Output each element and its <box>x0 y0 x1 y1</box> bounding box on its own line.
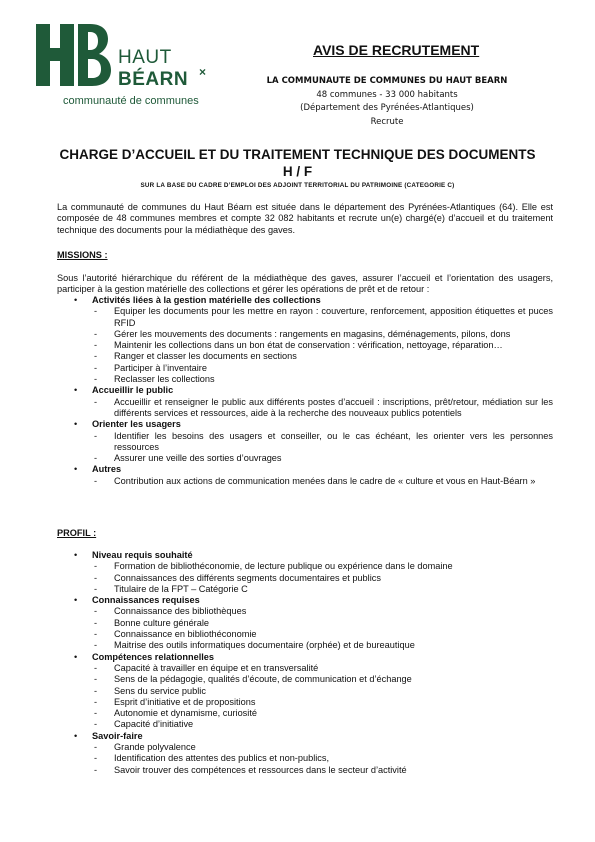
list-item <box>57 431 553 454</box>
list-item-text: Connaissance des bibliothèques <box>114 606 247 617</box>
dash-marker: - <box>94 696 98 707</box>
job-title: CHARGE D’ACCUEIL ET DU TRAITEMENT TECHNIQUE DES DOCUMENTS <box>59 147 536 162</box>
profil-list <box>57 550 553 776</box>
category-2 <box>57 419 553 430</box>
missions-list <box>57 295 553 487</box>
dash-marker: - <box>94 572 98 583</box>
list-item-text: Grande polyvalence <box>114 742 196 753</box>
logo-mark-icon <box>36 24 112 86</box>
dash-marker: - <box>94 561 98 572</box>
list-item <box>57 719 553 730</box>
list-item <box>57 561 553 572</box>
list-item <box>57 606 553 617</box>
job-gender: H / F <box>282 164 313 179</box>
dash-marker: - <box>94 430 98 441</box>
list-item <box>57 476 553 487</box>
list-item <box>57 453 553 464</box>
list-item-text: Savoir trouver des compétences et ressources dans le secteur d’activité <box>114 764 407 775</box>
category-2 <box>57 652 553 663</box>
list-item-text: Contribution aux actions de communication menées dans le cadre de « culture et vous en Haut-Béarn » <box>114 475 536 486</box>
missions-paragraph: Sous l’autorité hiérarchique du référent de la médiathèque des gaves, assurer l’accueil et l’orientation des usagers, participer à la gestion matérielle des collections et gérer les opérations de prêt et de retour : <box>57 273 553 295</box>
list-item-text: Connaissances des différents segments documentaires et publics <box>114 572 381 583</box>
dash-marker: - <box>94 374 98 385</box>
bullet-icon: • <box>74 550 78 560</box>
dash-marker: - <box>94 606 98 617</box>
dash-marker: - <box>94 764 98 775</box>
list-item-text: Capacité à travailler en équipe et en transversalité <box>114 662 319 673</box>
list-item <box>57 584 553 595</box>
dash-marker: - <box>94 662 98 673</box>
dash-marker: - <box>94 674 98 685</box>
list-item-text: Capacité d’initiative <box>114 719 194 730</box>
list-item-text: Ranger et classer les documents en sections <box>114 351 297 362</box>
dash-marker: - <box>94 753 98 764</box>
category-0 <box>57 295 553 306</box>
org-name: LA COMMUNAUTE DE COMMUNES DU HAUT BEARN <box>266 76 508 86</box>
list-item <box>57 708 553 719</box>
dash-marker: - <box>94 708 98 719</box>
category-label: Connaissances requises <box>92 595 200 606</box>
dash-marker: - <box>94 742 98 753</box>
dash-marker: - <box>94 719 98 730</box>
list-item-text: Assurer une veille des sorties d’ouvrages <box>114 453 282 464</box>
category-label: Orienter les usagers <box>92 419 181 430</box>
list-item-text: Connaissance en bibliothéconomie <box>114 629 257 640</box>
org-department: (Département des Pyrénées-Atlantiques) <box>300 103 474 113</box>
bullet-icon: • <box>74 651 78 662</box>
dash-marker: - <box>94 396 98 407</box>
list-item-text: Identifier les besoins des usagers et conseiller, ou le cas échéant, les orienter vers les personnes ressources <box>114 430 553 452</box>
category-label: Niveau requis souhaité <box>92 550 193 560</box>
bullet-icon: • <box>74 419 78 430</box>
list-item-text: Sens de la pédagogie, qualités d’écoute, de communication et d’échange <box>114 674 412 685</box>
list-item-text: Sens du service public <box>114 685 206 696</box>
dash-marker: - <box>94 685 98 696</box>
avis-heading: AVIS DE RECRUTEMENT <box>313 42 480 58</box>
category-label: Autres <box>92 464 122 475</box>
dash-marker: - <box>94 362 98 373</box>
dash-marker: - <box>94 306 98 317</box>
profil-heading: PROFIL : <box>57 528 97 538</box>
list-item <box>57 363 553 374</box>
category-1 <box>57 385 553 396</box>
list-item-text: Maitrise des outils informatiques documentaire (orphée) et de bureautique <box>114 640 415 651</box>
list-item-text: Identification des attentes des publics et non-publics, <box>114 753 330 764</box>
category-label: Activités liées à la gestion matérielle des collections <box>92 295 321 305</box>
dash-marker: - <box>94 453 98 464</box>
list-item <box>57 573 553 584</box>
list-item-text: Formation de bibliothéconomie, de lecture publique ou expérience dans le domaine <box>114 561 453 572</box>
missions-heading: MISSIONS : <box>57 250 108 260</box>
dash-marker: - <box>94 328 98 339</box>
intro-paragraph: La communauté de communes du Haut Béarn est située dans le département des Pyrénées-Atlantiques (64). Elle est composée de 48 communes membres et compte 32 082 habitants et recrute un(e) chargé(e) d’accueil et du traitement technique des documents pour la médiathèque des gaves. <box>57 202 553 235</box>
job-framework: SUR LA BASE DU CADRE D’EMPLOI DES ADJOINT TERRITORIAL DU PATRIMOINE (CATEGORIE C) <box>140 182 455 189</box>
category-3 <box>57 731 553 742</box>
list-item <box>57 686 553 697</box>
category-label: Accueillir le public <box>92 385 174 396</box>
list-item-text: Autonomie et dynamisme, curiosité <box>114 708 257 719</box>
dash-marker: - <box>94 640 98 651</box>
dash-marker: - <box>94 629 98 640</box>
logo-text-haut: HAUT <box>118 47 172 68</box>
list-item-text: Titulaire de la FPT – Catégorie C <box>114 583 248 594</box>
org-recrute: Recrute <box>370 117 404 127</box>
list-item <box>57 618 553 629</box>
list-item <box>57 340 553 351</box>
list-item <box>57 629 553 640</box>
list-item-text: Esprit d’initiative et de propositions <box>114 696 256 707</box>
list-item-text: Participer à l’inventaire <box>114 362 207 373</box>
dash-marker: - <box>94 617 98 628</box>
org-stats: 48 communes - 33 000 habitants <box>316 90 458 100</box>
haut-bearn-logo <box>36 24 226 114</box>
list-item <box>57 640 553 651</box>
list-item <box>57 351 553 362</box>
bullet-icon: • <box>74 295 78 305</box>
list-item-text: Maintenir les collections dans un bon état de conservation : vérification, nettoyage, réparation… <box>114 340 503 351</box>
category-label: Savoir-faire <box>92 730 143 741</box>
list-item <box>57 374 553 385</box>
list-item-text: Equiper les documents pour les mettre en rayon : couverture, renforcement, apposition étiquettes et puces RFID <box>114 306 553 328</box>
category-1 <box>57 595 553 606</box>
dash-marker: - <box>94 475 98 486</box>
category-0 <box>57 550 553 561</box>
dash-marker: - <box>94 583 98 594</box>
bullet-icon: • <box>74 730 78 741</box>
list-item-text: Reclasser les collections <box>114 374 215 385</box>
dash-marker: - <box>94 340 98 351</box>
logo-subtitle: communauté de communes <box>63 95 199 107</box>
list-item-text: Gérer les mouvements des documents : rangements en magasins, déménagements, pilons, dons <box>114 328 511 339</box>
list-item <box>57 765 553 776</box>
logo-x-mark: × <box>199 65 207 79</box>
bullet-icon: • <box>74 464 78 475</box>
bullet-icon: • <box>74 385 78 396</box>
list-item-text: Bonne culture générale <box>114 617 210 628</box>
logo-text-bearn: BÉARN <box>118 69 189 90</box>
list-item <box>57 753 553 764</box>
list-item <box>57 674 553 685</box>
list-item <box>57 697 553 708</box>
list-item <box>57 742 553 753</box>
list-item <box>57 397 553 420</box>
dash-marker: - <box>94 351 98 362</box>
list-item-text: Accueillir et renseigner le public aux différents postes d’accueil : inscriptions, prêt/retour, médiation sur les différents services et ressources, aide à la recherche des nouveaux publics potentiels <box>114 396 553 418</box>
category-3 <box>57 464 553 475</box>
list-item <box>57 329 553 340</box>
bullet-icon: • <box>74 595 78 606</box>
list-item <box>57 663 553 674</box>
list-item <box>57 306 553 329</box>
category-label: Compétences relationnelles <box>92 651 215 662</box>
